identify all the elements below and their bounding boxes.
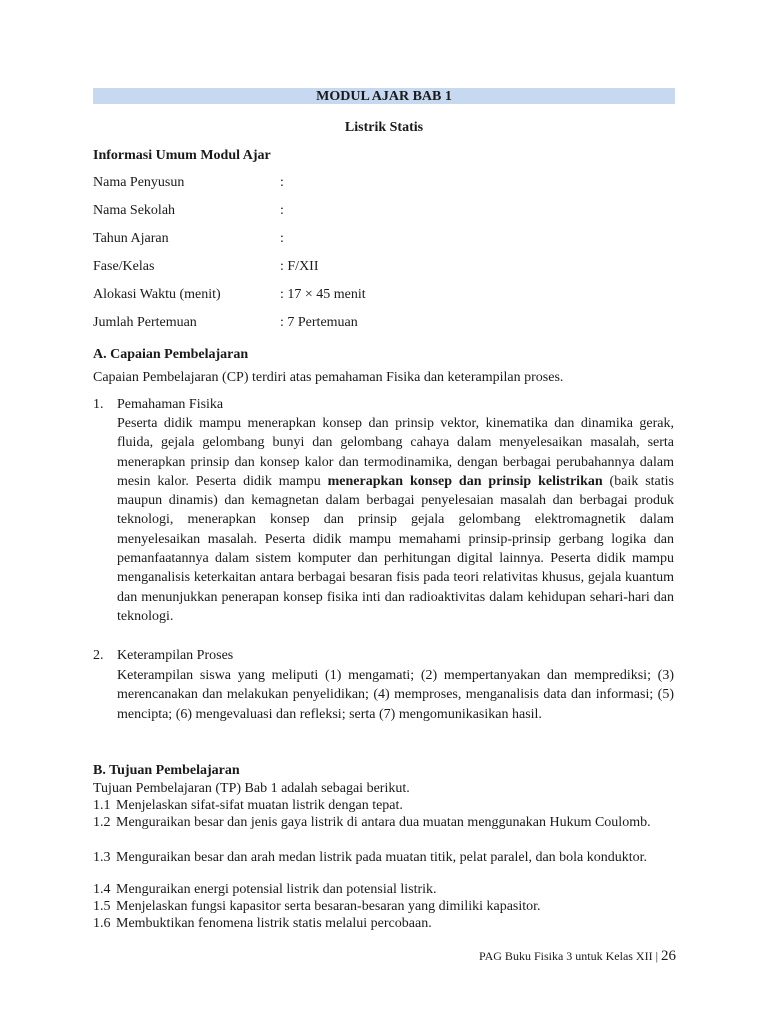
list-item-text: Menguraikan besar dan arah medan listrik pada muatan titik, pelat paralel, dan bola konduktor. [116, 850, 648, 865]
list-number: 1.5 [93, 899, 111, 914]
info-row-tahun-ajaran [93, 231, 284, 247]
paragraph-bold-text: menerapkan konsep dan prinsip kelistrikan [327, 473, 603, 489]
info-row-alokasi-waktu [93, 287, 366, 303]
item-title: Pemahaman Fisika [117, 397, 224, 412]
list-item-text: Menguraikan besar dan jenis gaya listrik di antara dua muatan menggunakan Hukum Coulomb. [116, 815, 651, 830]
list-number: 1.2 [93, 815, 111, 830]
list-item-text: Menjelaskan sifat-sifat muatan listrik dengan tepat. [116, 798, 403, 813]
list-item [93, 882, 675, 899]
info-label: Nama Penyusun [93, 175, 185, 190]
info-row-nama-sekolah [93, 203, 284, 219]
list-item [93, 916, 675, 933]
list-number: 1.4 [93, 882, 111, 897]
footer-separator: | [655, 949, 658, 963]
item-paragraph-keterampilan: Keterampilan siswa yang meliputi (1) mengamati; (2) mempertanyakan dan memprediksi; (3) merencanakan dan melakukan penyelidikan; (4) memproses, menganalisis data dan informasi; (5) mencipta; (6) mengevaluasi dan refleksi; serta (7) mengomunikasikan hasil. [117, 668, 674, 722]
section-b-heading: B. Tujuan Pembelajaran [93, 763, 240, 778]
list-number: 1. [93, 397, 104, 412]
list-item-text: Menguraikan energi potensial listrik dan potensial listrik. [116, 882, 437, 897]
list-number: 2. [93, 648, 104, 663]
paragraph-text: Peserta didik mampu menerapkan konsep dan prinsip vektor, kinematika dan dinamika gerak, fluida, gejala gelombang bunyi dan gelombang cahaya dalam menyelesaikan masalah, serta menerapkan prinsip dan konsep kalor dan termodinamika, dengan berbagai perubahannya dalam mesin kalor. Peserta didik mampu [117, 416, 674, 489]
list-item [93, 899, 675, 916]
page-number: 26 [661, 948, 676, 964]
paragraph-text: (baik statis maupun dinamis) dan kemagnetan dalam berbagai penyelesaian masalah dan berbagai produk teknologi, menerapkan konsep dan prinsip gejala gelombang elektromagnetik dalam menyelesaikan masalah. Peserta didik mampu memahami prinsip-prinsip gerbang logika dan pemanfaatannya dalam sistem komputer dan perhitungan digital lainnya. Peserta didik mampu menganalisis keterkaitan antara berbagai besaran fisis pada teori relativitas khusus, gejala kuantum dan menunjukkan penerapan konsep fisika inti dan radioaktivitas dalam kehidupan sehari-hari dan teknologi. [117, 473, 675, 624]
list-item [93, 798, 675, 815]
list-number: 1.6 [93, 916, 111, 931]
info-label: Fase/Kelas [93, 259, 155, 274]
list-number: 1.1 [93, 798, 111, 813]
section-a-heading: A. Capaian Pembelajaran [93, 347, 249, 362]
info-value: : [280, 175, 284, 190]
info-value: : 7 Pertemuan [280, 315, 358, 330]
info-value: : F/XII [280, 259, 319, 274]
section-b-intro: Tujuan Pembelajaran (TP) Bab 1 adalah sebagai berikut. [93, 781, 410, 796]
page-footer [479, 948, 676, 965]
info-row-fase-kelas [93, 259, 319, 275]
footer-text: PAG Buku Fisika 3 untuk Kelas XII [479, 949, 653, 963]
info-value: : 17 × 45 menit [280, 287, 366, 302]
list-item [93, 850, 675, 867]
item-paragraph-pemahaman [117, 414, 674, 626]
section-a-intro: Capaian Pembelajaran (CP) terdiri atas pemahaman Fisika dan keterampilan proses. [93, 370, 564, 385]
info-row-jumlah-pertemuan [93, 315, 358, 331]
item-title: Keterampilan Proses [117, 648, 234, 663]
info-value: : [280, 203, 284, 218]
info-label: Tahun Ajaran [93, 231, 169, 246]
info-label: Jumlah Pertemuan [93, 315, 197, 330]
list-item [93, 815, 675, 832]
info-row-nama-penyusun [93, 175, 284, 191]
list-item-text: Menjelaskan fungsi kapasitor serta besaran-besaran yang dimiliki kapasitor. [116, 899, 541, 914]
module-title: MODUL AJAR BAB 1 [93, 88, 675, 104]
info-value: : [280, 231, 284, 246]
list-item-text: Membuktikan fenomena listrik statis melalui percobaan. [116, 916, 432, 931]
list-number: 1.3 [93, 850, 111, 865]
info-heading: Informasi Umum Modul Ajar [93, 148, 271, 163]
info-label: Alokasi Waktu (menit) [93, 287, 221, 302]
info-label: Nama Sekolah [93, 203, 176, 218]
chapter-subtitle: Listrik Statis [344, 120, 424, 135]
